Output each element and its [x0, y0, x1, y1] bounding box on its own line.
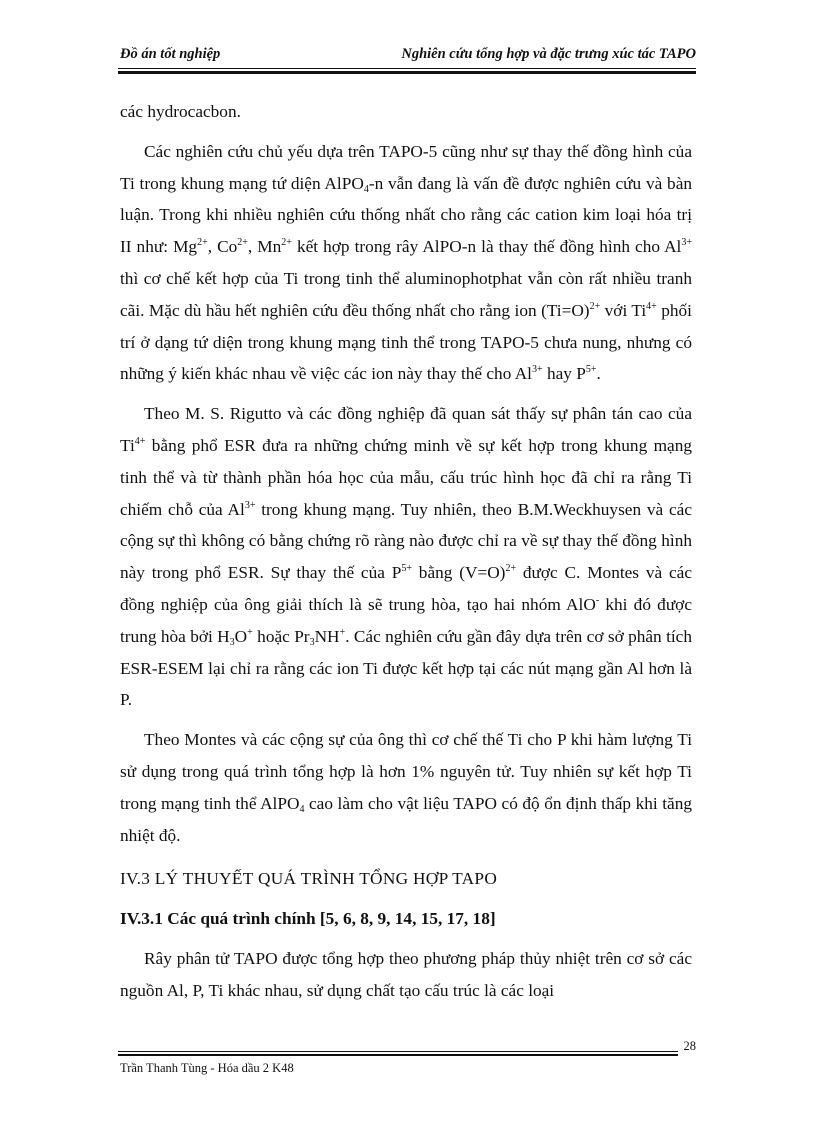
page-number: 28	[683, 1039, 696, 1053]
footer-rule	[118, 1039, 696, 1057]
header-rule-thick	[118, 71, 696, 74]
footer-author: Trần Thanh Tùng - Hóa dầu 2 K48	[120, 1061, 294, 1075]
subsection-heading: IV.3.1 Các quá trình chính [5, 6, 8, 9, 14, 15, 17, 18]	[120, 909, 496, 929]
paragraph-montes: Theo Montes và các cộng sự của ông thì cơ chế thế Ti cho P khi hàm lượng Ti sử dụng trong quá trình tổng hợp là hơn 1% nguyên tử. Tuy nhiên sự kết hợp Ti trong mạng tinh thể AlPO$_4$ cao làm cho vật liệu TAPO có độ ổn định thấp khi tăng nhiệt độ.	[120, 730, 692, 845]
paragraph-tapo5: Các nghiên cứu chủ yếu dựa trên TAPO-5 cũng như sự thay thế đồng hình của Ti trong khung mạng tứ diện AlPO$_4$-n vẫn đang là vấn đề được nghiên cứu và bàn luận. Trong khi nhiều nghiên cứu thống nhất cho rằng các cation kim loại hóa trị II như: $Mg^{2+}$, $Co^{2+}$, $Mn^{2+}$ kết hợp trong rây AlPO-n là thay thế đồng hình cho $Al^{3+}$ thì cơ chế kết hợp của Ti trong tinh thể aluminophotphat vẫn còn rất nhiều tranh cãi. Mặc dù hầu hết nghiên cứu đều thống nhất cho rằng ion (Ti=O)$^{2+}$ với $Ti^{4+}$ phối trí ở dạng tứ diện trong khung mạng tinh thể trong TAPO-5 chưa nung, nhưng có những ý kiến khác nhau về việc các ion này thay thế cho $Al^{3+}$ hay $P^{5+}$.	[120, 141, 693, 384]
paragraph-synthesis: Rây phân tử TAPO được tổng hợp theo phương pháp thủy nhiệt trên cơ sở các nguồn Al, P, Ti khác nhau, sử dụng chất tạo cấu trúc là các loại	[120, 948, 692, 1000]
paragraph-continuation: các hydrocacbon.	[120, 102, 241, 121]
paragraph-rigutto: Theo M. S. Rigutto và các đồng nghiệp đã quan sát thấy sự phân tán cao của $Ti^{4+}$ bằng phổ ESR đưa ra những chứng minh về sự kết hợp trong khung mạng tinh thể và từ thành phần hóa học của mẫu, cấu trúc hình học đã chỉ ra rằng Ti chiếm chỗ của $Al^{3+}$ trong khung mạng. Tuy nhiên, theo B.M.Weckhuysen và các cộng sự thì không có bằng chứng rõ ràng nào được chỉ ra về sự thay thế đồng hình này trong phổ ESR. Sự thay thế của $P^{5+}$ bằng (V=O)$^{2+}$ được C. Montes và các đồng nghiệp của ông giải thích là sẽ trung hòa, tạo hai nhóm AlO- khi đó được trung hòa bởi $H_3O^+$ hoặc $Pr_3NH^+$. Các nghiên cứu gần đây dựa trên cơ sở phân tích ESR-ESEM lại chỉ ra rằng các ion Ti được kết hợp tại các nút mạng gần Al hơn là P.	[120, 404, 692, 710]
section-heading: IV.3 LÝ THUYẾT QUÁ TRÌNH TỔNG HỢP TAPO	[120, 869, 498, 889]
header-rule-thin	[118, 68, 696, 69]
header-left-title: Đồ án tốt nghiệp	[120, 46, 221, 62]
header-right-title: Nghiên cứu tổng hợp và đặc trưng xúc tác TAPO	[401, 46, 696, 62]
page-content	[120, 96, 692, 1007]
